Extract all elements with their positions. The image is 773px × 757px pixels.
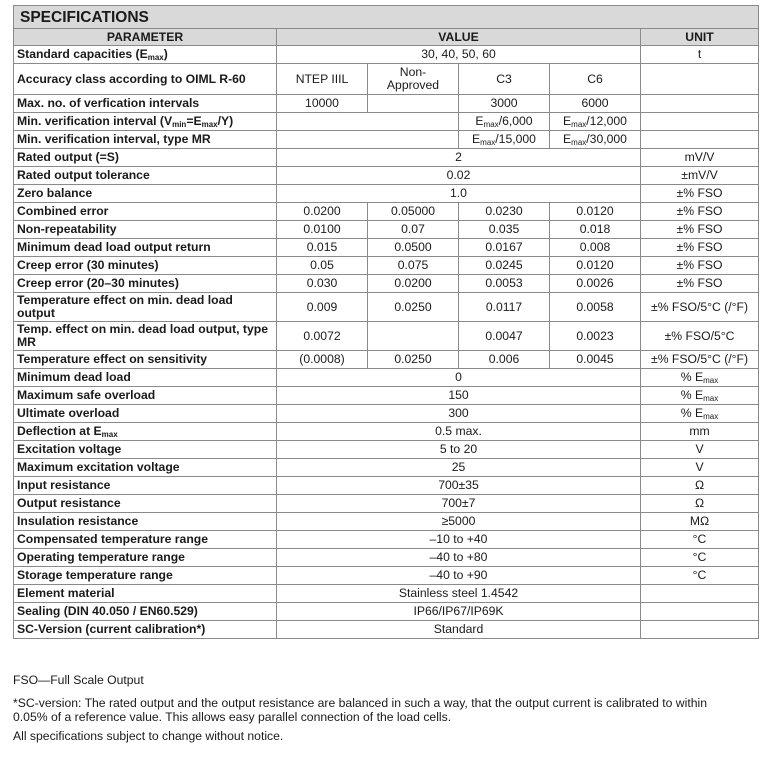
value-cell: 0.0250 xyxy=(368,351,459,369)
param-cell: Combined error xyxy=(14,203,277,221)
value-cell: NTEP IIIL xyxy=(277,64,368,95)
value-cell: 0.0072 xyxy=(277,322,368,351)
unit-cell: MΩ xyxy=(641,513,759,531)
unit-cell: ±% FSO/5°C xyxy=(641,322,759,351)
value-cell: –10 to +40 xyxy=(277,531,641,549)
value-cell: Non-Approved xyxy=(368,64,459,95)
table-row xyxy=(14,459,759,477)
param-cell: Excitation voltage xyxy=(14,441,277,459)
table-row xyxy=(14,131,759,149)
table-title: SPECIFICATIONS xyxy=(14,6,759,29)
unit-cell: °C xyxy=(641,531,759,549)
param-cell: SC-Version (current calibration*) xyxy=(14,621,277,639)
value-cell: 700±7 xyxy=(277,495,641,513)
unit-cell: ±% FSO xyxy=(641,185,759,203)
value-cell: 0.0120 xyxy=(550,203,641,221)
value-cell: 0.008 xyxy=(550,239,641,257)
table-row xyxy=(14,585,759,603)
value-cell: C3 xyxy=(459,64,550,95)
table-row xyxy=(14,513,759,531)
value-cell: 0.05 xyxy=(277,257,368,275)
header-value: VALUE xyxy=(277,29,641,46)
unit-cell: % $E_{max}$ xyxy=(641,387,759,405)
param-cell: Non-repeatability xyxy=(14,221,277,239)
value-cell: 0.05000 xyxy=(368,203,459,221)
value-cell: 30, 40, 50, 60 xyxy=(277,46,641,64)
value-cell: 0.0045 xyxy=(550,351,641,369)
table-row xyxy=(14,531,759,549)
table-row xyxy=(14,221,759,239)
value-cell: $E_{max}/6,000$ xyxy=(459,113,550,131)
value-cell: 0.0245 xyxy=(459,257,550,275)
table-row xyxy=(14,239,759,257)
table-row xyxy=(14,423,759,441)
value-cell xyxy=(368,95,459,113)
table-row xyxy=(14,351,759,369)
value-cell: 0.0117 xyxy=(459,293,550,322)
table-title-row xyxy=(14,6,759,29)
table-row xyxy=(14,46,759,64)
value-cell xyxy=(277,131,459,149)
value-cell: 0.0026 xyxy=(550,275,641,293)
value-cell: 0.018 xyxy=(550,221,641,239)
param-cell: Temperature effect on sensitivity xyxy=(14,351,277,369)
unit-cell xyxy=(641,621,759,639)
table-row xyxy=(14,369,759,387)
param-cell: Temperature effect on min. dead load output xyxy=(14,293,277,322)
param-cell: Insulation resistance xyxy=(14,513,277,531)
unit-cell: % $E_{max}$ xyxy=(641,369,759,387)
param-cell: Ultimate overload xyxy=(14,405,277,423)
table-row xyxy=(14,95,759,113)
value-cell: 3000 xyxy=(459,95,550,113)
value-cell: 0.0058 xyxy=(550,293,641,322)
table-row xyxy=(14,149,759,167)
value-cell: 0.035 xyxy=(459,221,550,239)
param-cell: Temp. effect on min. dead load output, type MR xyxy=(14,322,277,351)
unit-cell: Ω xyxy=(641,477,759,495)
param-cell: Maximum safe overload xyxy=(14,387,277,405)
param-cell: Accuracy class according to OIML R-60 xyxy=(14,64,277,95)
value-cell: Standard xyxy=(277,621,641,639)
param-cell: Compensated temperature range xyxy=(14,531,277,549)
value-cell: 0.0120 xyxy=(550,257,641,275)
disclaimer-note: All specifications subject to change without notice. xyxy=(13,729,284,743)
value-cell: 2 xyxy=(277,149,641,167)
unit-cell: ±% FSO xyxy=(641,257,759,275)
param-cell: Creep error (30 minutes) xyxy=(14,257,277,275)
param-cell: Rated output tolerance xyxy=(14,167,277,185)
unit-cell: t xyxy=(641,46,759,64)
value-cell: 0.0047 xyxy=(459,322,550,351)
value-cell: 0 xyxy=(277,369,641,387)
param-cell: Maximum excitation voltage xyxy=(14,459,277,477)
value-cell: 0.0100 xyxy=(277,221,368,239)
table-row xyxy=(14,441,759,459)
value-cell: 0.0167 xyxy=(459,239,550,257)
table-row xyxy=(14,495,759,513)
table-row xyxy=(14,549,759,567)
unit-cell xyxy=(641,64,759,95)
table-row xyxy=(14,185,759,203)
table-row xyxy=(14,603,759,621)
spec-table xyxy=(13,5,759,639)
table-row xyxy=(14,405,759,423)
table-row xyxy=(14,167,759,185)
header-unit: UNIT xyxy=(641,29,759,46)
unit-cell: V xyxy=(641,441,759,459)
value-cell: Stainless steel 1.4542 xyxy=(277,585,641,603)
value-cell: 6000 xyxy=(550,95,641,113)
unit-cell xyxy=(641,603,759,621)
value-cell: IP66/IP67/IP69K xyxy=(277,603,641,621)
value-cell: 0.0200 xyxy=(277,203,368,221)
table-row xyxy=(14,293,759,322)
unit-cell: ±% FSO/5°C (/°F) xyxy=(641,293,759,322)
value-cell: 0.02 xyxy=(277,167,641,185)
param-cell: Creep error (20–30 minutes) xyxy=(14,275,277,293)
unit-cell: Ω xyxy=(641,495,759,513)
sc-note-line1: *SC-version: The rated output and the output resistance are balanced in such a way, that the output current is calibrated to within xyxy=(13,696,707,710)
param-cell: Min. verification interval $(V_{min}=E_{max}/Y)$ xyxy=(14,113,277,131)
header-parameter: PARAMETER xyxy=(14,29,277,46)
unit-cell xyxy=(641,585,759,603)
param-cell: Element material xyxy=(14,585,277,603)
param-cell: Minimum dead load xyxy=(14,369,277,387)
param-cell: Deflection at $E_{max}$ xyxy=(14,423,277,441)
value-cell: 0.5 max. xyxy=(277,423,641,441)
param-cell: Input resistance xyxy=(14,477,277,495)
unit-cell: °C xyxy=(641,549,759,567)
param-cell: Storage temperature range xyxy=(14,567,277,585)
value-cell: 300 xyxy=(277,405,641,423)
value-cell: C6 xyxy=(550,64,641,95)
value-cell: 10000 xyxy=(277,95,368,113)
value-cell: 700±35 xyxy=(277,477,641,495)
value-cell: $E_{max}/15,000$ xyxy=(459,131,550,149)
table-row xyxy=(14,275,759,293)
value-cell: 0.0023 xyxy=(550,322,641,351)
param-cell: Zero balance xyxy=(14,185,277,203)
value-cell: 150 xyxy=(277,387,641,405)
value-cell: 0.07 xyxy=(368,221,459,239)
unit-cell: ±% FSO xyxy=(641,203,759,221)
table-row xyxy=(14,113,759,131)
param-cell: Rated output (=S) xyxy=(14,149,277,167)
value-cell: 1.0 xyxy=(277,185,641,203)
value-cell: 0.009 xyxy=(277,293,368,322)
value-cell: 0.0500 xyxy=(368,239,459,257)
value-cell: 0.0230 xyxy=(459,203,550,221)
unit-cell: ±mV/V xyxy=(641,167,759,185)
param-cell: Standard capacities $(E_{max})$ xyxy=(14,46,277,64)
unit-cell: °C xyxy=(641,567,759,585)
unit-cell xyxy=(641,95,759,113)
value-cell: 0.0250 xyxy=(368,293,459,322)
param-cell: Operating temperature range xyxy=(14,549,277,567)
unit-cell: mm xyxy=(641,423,759,441)
table-row xyxy=(14,387,759,405)
fso-note: FSO—Full Scale Output xyxy=(13,673,144,687)
param-cell: Minimum dead load output return xyxy=(14,239,277,257)
table-row xyxy=(14,477,759,495)
value-cell: (0.0008) xyxy=(277,351,368,369)
value-cell: –40 to +80 xyxy=(277,549,641,567)
value-cell xyxy=(368,322,459,351)
value-cell: 0.015 xyxy=(277,239,368,257)
unit-cell: ±% FSO xyxy=(641,275,759,293)
unit-cell xyxy=(641,113,759,131)
value-cell: ≥5000 xyxy=(277,513,641,531)
value-cell: –40 to +90 xyxy=(277,567,641,585)
param-cell: Max. no. of verfication intervals xyxy=(14,95,277,113)
param-cell: Sealing (DIN 40.050 / EN60.529) xyxy=(14,603,277,621)
param-cell: Min. verification interval, type MR xyxy=(14,131,277,149)
table-row xyxy=(14,64,759,95)
table-row xyxy=(14,257,759,275)
value-cell: 0.006 xyxy=(459,351,550,369)
table-row xyxy=(14,567,759,585)
unit-cell: V xyxy=(641,459,759,477)
table-row xyxy=(14,203,759,221)
value-cell: $E_{max}/30,000$ xyxy=(550,131,641,149)
unit-cell: mV/V xyxy=(641,149,759,167)
param-cell: Output resistance xyxy=(14,495,277,513)
unit-cell: ±% FSO/5°C (/°F) xyxy=(641,351,759,369)
value-cell: 0.0200 xyxy=(368,275,459,293)
table-header-row xyxy=(14,29,759,46)
sc-note xyxy=(13,696,707,724)
value-cell xyxy=(277,113,459,131)
sc-note-line2: 0.05% of a reference value. This allows easy parallel connection of the load cells. xyxy=(13,710,452,724)
value-cell: 25 xyxy=(277,459,641,477)
table-row xyxy=(14,322,759,351)
unit-cell: ±% FSO xyxy=(641,221,759,239)
value-cell: $E_{max}/12,000$ xyxy=(550,113,641,131)
value-cell: 0.0053 xyxy=(459,275,550,293)
unit-cell: ±% FSO xyxy=(641,239,759,257)
unit-cell: % $E_{max}$ xyxy=(641,405,759,423)
value-cell: 5 to 20 xyxy=(277,441,641,459)
table-row xyxy=(14,621,759,639)
unit-cell xyxy=(641,131,759,149)
value-cell: 0.030 xyxy=(277,275,368,293)
value-cell: 0.075 xyxy=(368,257,459,275)
